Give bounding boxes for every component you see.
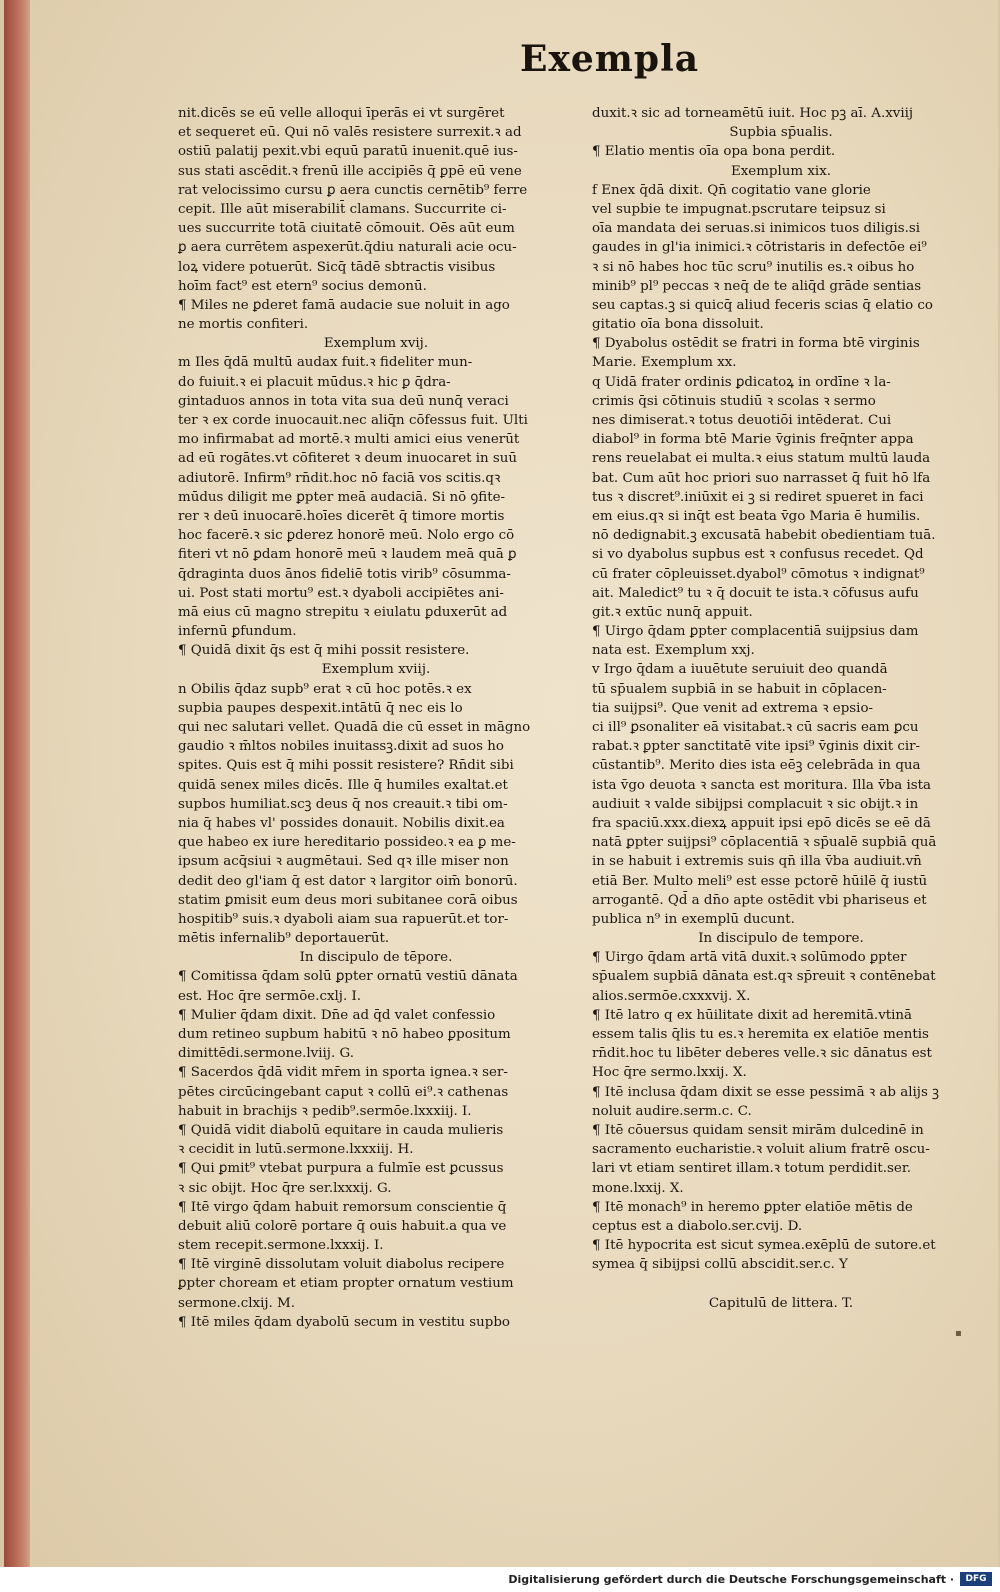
text-line: nia q̄ habes vl' possides donauit. Nobilis dixit.ea: [178, 815, 505, 831]
text-line: ¶ Mulier q̄dam dixit. Dn̄e ad q̄d valet confessio: [178, 1007, 496, 1023]
text-line: Marie. Exemplum xx.: [592, 355, 737, 371]
text-line: rens reuelabat ei multa.ꝛ eius statum multū lauda: [592, 451, 931, 467]
text-line: cūstantib⁹. Merito dies ista eēꝫ celebrāda in qua: [592, 758, 921, 774]
text-line: natā ꝑpter suijpsi⁹ cōplacentiā ꝛ sp̄ualē supbiā quā: [592, 835, 937, 851]
text-line: ues succurrite totā ciuitatē cōmouit. Oēs aūt eum: [178, 221, 515, 237]
text-line: In discipulo de tempore.: [698, 931, 864, 947]
text-line: Exemplum xviij.: [321, 662, 431, 678]
text-line: ter ꝛ ex corde inuocauit.nec aliq̄n cōfessus fuit. Ulti: [178, 413, 528, 428]
text-line: ¶ Sacerdos q̄dā vidit mr̄em in sporta ignea.ꝛ ser-: [178, 1065, 508, 1081]
text-line: rn̄dit.hoc tu libēter deberes velle.ꝛ sic dānatus est: [592, 1046, 932, 1062]
text-line: ꝑpter choream et etiam propter ornatum vestium: [178, 1276, 514, 1292]
text-line: gaudes in gl'ia inimici.ꝛ cōtristaris in defectōe ei⁹: [592, 240, 927, 256]
text-line: ¶ Uirgo q̄dam ꝑpter complacentiā suijpsius dam: [592, 624, 919, 640]
text-line: lari vt etiam sentiret illam.ꝛ totum perdidit.ser.: [592, 1161, 911, 1177]
text-line: rer ꝛ deū inuocarē.hoīes dicerēt q̄ timore mortis: [178, 508, 505, 524]
text-line: ꝛ cecidit in lutū.sermone.lxxxiij. H.: [178, 1142, 414, 1158]
text-line: [592, 1274, 970, 1293]
text-line: si vo dyabolus supbus est ꝛ confusus recedet. Qd: [592, 547, 924, 563]
text-line: bat. Cum aūt hoc priori suo narrasset q̄ fuit hō lfa: [592, 470, 931, 486]
text-line: noluit audire.serm.c. C.: [592, 1103, 752, 1119]
text-line: diabol⁹ in forma btē Marie v̄ginis freq̄nter appa: [592, 432, 914, 448]
text-line: ¶ Uirgo q̄dam artā vitā duxit.ꝛ solūmodo ꝑpter: [592, 950, 907, 966]
text-line: ostiū palatij pexit.vbi equū paratū inuenit.quē ius-: [178, 144, 518, 160]
text-line: symea q̄ sibijpsi collū abscidit.ser.c. Y: [592, 1257, 848, 1273]
text-line: tus ꝛ discret⁹.iniūxit ei ꝫ si rediret spueret in faci: [592, 489, 924, 505]
left-text-column: [178, 104, 574, 1332]
text-line: mētis infernalib⁹ deportauerūt.: [178, 931, 390, 947]
text-line: rat velocissimo cursu ꝑ aera cunctis cernētib⁹ ferre: [178, 182, 528, 198]
text-line: do fuiuit.ꝛ ei placuit mūdus.ꝛ hic ꝑ q̄dra-: [178, 374, 451, 390]
text-line: ¶ Comitissa q̄dam solū ꝑpter ornatū vestiū dānata: [178, 969, 518, 985]
text-line: nit.dicēs se eū velle alloqui īperās ei vt surgēret: [178, 106, 505, 121]
text-line: ¶ Quidā vidit diabolū equitare in cauda mulieris: [178, 1122, 504, 1138]
text-line: ait. Maledict⁹ tu ꝛ q̄ docuit te ista.ꝛ cōfusus aufu: [592, 585, 919, 601]
text-line: mūdus diligit me ꝑpter meā audaciā. Si nō ꝯfite-: [178, 489, 506, 505]
text-line: sus stati ascēdit.ꝛ frenū ille accipiēs q̄ ꝑpē eū vene: [178, 163, 522, 179]
text-line: que habeo ex iure hereditario possideo.ꝛ ea ꝑ me-: [178, 835, 516, 851]
text-line: adiutorē. Infirm⁹ rn̄dit.hoc nō faciā vos scitis.qꝛ: [178, 470, 501, 486]
text-line: statim ꝑmisit eum deus mori subitanee corā oibus: [178, 892, 518, 908]
text-line: hoc facerē.ꝛ sic ꝑderez honorē meū. Nolo ergo cō: [178, 528, 515, 544]
text-line: Supbia sp̄ualis.: [729, 125, 833, 141]
text-line: mone.lxxij. X.: [592, 1180, 684, 1196]
text-line: ꝛ sic obijt. Hoc q̄re ser.lxxxij. G.: [178, 1180, 392, 1196]
text-line: q̄draginta duos ānos fideliē totis virib⁹ cōsumma-: [178, 566, 511, 582]
text-line: est. Hoc q̄re sermōe.cxlj. I.: [178, 988, 362, 1004]
text-line: habuit in brachijs ꝛ pedib⁹.sermōe.lxxxiij. I.: [178, 1103, 472, 1119]
text-line: minib⁹ pl⁹ peccas ꝛ neq̄ de te aliq̄d grāde sentias: [592, 278, 922, 294]
text-line: n Obilis q̄daz supb⁹ erat ꝛ cū hoc potēs.ꝛ ex: [178, 681, 472, 697]
text-line: quidā senex miles dicēs. Ille q̄ humiles exaltat.et: [178, 777, 508, 793]
text-line: et sequeret eū. Qui nō valēs resistere surrexit.ꝛ ad: [178, 125, 522, 141]
text-line: cepit. Ille aūt miserabilit̄ clamans. Succurrite ci-: [178, 201, 507, 217]
text-line: etiā Ber. Multo meli⁹ est esse pctorē hūilē q̄ iustū: [592, 873, 928, 889]
text-line: fra spaciū.xxx.diexꝝ appuit ipsi epō dicēs se eē dā: [592, 815, 931, 831]
text-line: sp̄ualem supbiā dānata est.qꝛ sp̄reuit ꝛ contēnebat: [592, 969, 936, 985]
text-line: audiuit ꝛ valde sibijpsi complacuit ꝛ sic obijt.ꝛ in: [592, 796, 919, 812]
text-line: ¶ Quidā dixit q̄s est q̄ mihi possit resistere.: [178, 643, 470, 659]
text-line: em eius.qꝛ si inq̄t est beata v̄go Maria ē humilis.: [592, 508, 921, 524]
footer-bar: [0, 1567, 1000, 1592]
text-line: gitatio oīa bona dissoluit.: [592, 317, 764, 333]
text-line: loꝝ videre potuerūt. Sicq̄ tādē sbtractis visibus: [178, 259, 496, 275]
text-line: arrogantē. Qd̄ a dn̄o apte ostēdit vbi phariseus et: [592, 892, 927, 908]
text-line: Capitulū de littera. T.: [708, 1295, 854, 1311]
text-line: ci ill⁹ ꝑsonaliter eā visitabat.ꝛ cū sacris eam ꝑcu: [592, 720, 919, 735]
text-line: ista v̄go deuota ꝛ sancta est moritura. Illa v̄ba ista: [592, 777, 932, 793]
text-line: infernū ꝑfundum.: [178, 624, 297, 640]
text-line: ne mortis confiteri.: [178, 317, 309, 333]
text-line: tū sp̄ualem supbiā in se habuit in cōplacen-: [592, 681, 887, 697]
text-line: ¶ Itē virginē dissolutam voluit diabolus recipere: [178, 1257, 505, 1273]
text-line: stem recepit.sermone.lxxxij. I.: [178, 1238, 384, 1254]
text-line: ¶ Elatio mentis oīa opa bona perdit.: [592, 144, 836, 160]
text-line: spites. Quis est q̄ mihi possit resistere? Rn̄dit sibi: [178, 758, 514, 774]
text-line: Exemplum xvij.: [323, 336, 429, 352]
text-line: ui. Post stati mortu⁹ est.ꝛ dyaboli accipiētes ani-: [178, 585, 504, 601]
text-line: ¶ Itē miles q̄dam dyabolū secum in vestitu supbo: [178, 1314, 510, 1330]
text-line: f Enex q̄dā dixit. Qn̄ cogitatio vane glorie: [592, 182, 871, 198]
text-line: publica n⁹ in exemplū ducunt.: [592, 911, 795, 927]
text-line: cū frater cōpleuisset.dyabol⁹ cōmotus ꝛ indignat⁹: [592, 566, 925, 582]
text-line: seu captas.ꝫ si quicq̄ aliud feceris scias q̄ elatio co: [592, 297, 933, 313]
text-line: duxit.ꝛ sic ad torneamētū iuit. Hoc pꝫ aī. A.xviij: [592, 106, 914, 121]
right-text-column: [592, 104, 970, 1313]
text-line: ¶ Dyabolus ostēdit se fratri in forma btē virginis: [592, 336, 920, 352]
text-line: ¶ Itē latro q ex hūilitate dixit ad heremitā.vtinā: [592, 1007, 913, 1023]
text-line: ceptus est a diabolo.ser.cvij. D.: [592, 1218, 803, 1234]
text-line: ¶ Miles ne ꝑderet famā audacie sue noluit in ago: [178, 297, 510, 313]
text-line: oīa mandata dei seruas.si inimicos tuos diligis.si: [592, 221, 921, 237]
text-line: v Irgo q̄dam a iuuētute seruiuit deo quandā: [592, 662, 888, 678]
text-line: mo infirmabat ad mortē.ꝛ multi amici eius venerūt: [178, 432, 520, 448]
text-line: hospitib⁹ suis.ꝛ dyaboli aiam sua rapuerūt.et tor-: [178, 911, 509, 927]
dfg-logo: DFG: [960, 1572, 992, 1586]
text-line: ipsum acq̄siui ꝛ augmētaui. Sed qꝛ ille miser non: [178, 854, 509, 870]
text-line: qui nec salutari vellet. Quadā die cū esset in māgno: [178, 720, 531, 735]
text-line: supbos humiliat.scꝫ deus q̄ nos creauit.ꝛ tibi om-: [178, 796, 508, 812]
text-line: debuit aliū colorē portare q̄ ouis habuit.a qua ve: [178, 1218, 507, 1234]
text-line: dum retineo supbum habitū ꝛ nō habeo ꝑpositum: [178, 1027, 511, 1042]
footer-credit: Digitalisierung gefördert durch die Deutsche Forschungsgemeinschaft ·: [508, 1573, 954, 1586]
text-line: in se habuit i extremis suis qn̄ illa v̄ba audiuit.vn̄: [592, 854, 922, 870]
running-head: Exempla: [520, 38, 700, 80]
text-line: rabat.ꝛ ꝑpter sanctitatē vite ipsi⁹ v̄ginis dixit cir-: [592, 739, 921, 755]
text-line: Hoc q̄re sermo.lxxij. X.: [592, 1065, 747, 1081]
text-line: dimittēdi.sermone.lviij. G.: [178, 1046, 354, 1062]
text-line: tia suijpsi⁹. Que venit ad extrema ꝛ epsio-: [592, 700, 874, 716]
text-line: nō dedignabit.ꝫ excusatā habebit obedientiam tuā.: [592, 528, 936, 544]
text-line: supbia paupes despexit.intātū q̄ nec eis lo: [178, 700, 463, 716]
text-line: Exemplum xix.: [730, 163, 832, 179]
text-line: ad eū rogātes.vt cōfiteret ꝛ deum inuocaret in suū: [178, 451, 518, 467]
text-line: pētes circūcingebant caput ꝛ collū ei⁹.ꝛ cathenas: [178, 1084, 509, 1100]
text-line: In discipulo de tēpore.: [299, 950, 453, 966]
text-line: ¶ Qui ꝑmit⁹ vtebat purpura a fulmīe est ꝑcussus: [178, 1161, 504, 1177]
text-line: q Uidā frater ordinis ꝑdicatoꝝ in ordīne ꝛ la-: [592, 374, 891, 390]
text-line: nes dimiserat.ꝛ totus deuotiōi intēderat. Cui: [592, 413, 892, 428]
text-line: dedit deo gl'iam q̄ est dator ꝛ largitor oim̄ bonorū.: [178, 873, 518, 889]
text-line: hoīm fact⁹ est etern⁹ socius demonū.: [178, 278, 427, 294]
text-line: ꝑ aera currētem aspexerūt.q̄diu naturali acie ocu-: [178, 240, 517, 256]
text-line: git.ꝛ extūc nunq̄ appuit.: [592, 604, 753, 620]
text-line: ¶ Itē hypocrita est sicut symea.exēplū de sutore.et: [592, 1238, 936, 1254]
text-line: ¶ Itē inclusa q̄dam dixit se esse pessimā ꝛ ab alijs ꝫ: [592, 1084, 939, 1100]
text-line: ꝛ si nō habes hoc tūc scru⁹ inutilis es.ꝛ oibus ho: [592, 259, 915, 275]
text-line: ¶ Itē monach⁹ in heremo ꝑpter elatiōe mētis de: [592, 1199, 913, 1215]
text-line: fiteri vt nō ꝑdam honorē meū ꝛ laudem meā quā ꝑ: [178, 547, 517, 563]
text-line: sermone.clxij. M.: [178, 1295, 296, 1311]
text-line: sacramento eucharistie.ꝛ voluit alium fratrē oscu-: [592, 1142, 930, 1158]
text-line: m Iles q̄dā multū audax fuit.ꝛ fideliter mun-: [178, 355, 473, 371]
text-line: nata est. Exemplum xxj.: [592, 643, 755, 659]
text-line: ¶ Itē cōuersus quidam sensit mirām dulcedinē in: [592, 1122, 924, 1138]
text-line: essem talis q̄lis tu es.ꝛ heremita ex elatiōe mentis: [592, 1027, 929, 1042]
text-line: ¶ Itē virgo q̄dam habuit remorsum conscientie q̄: [178, 1199, 507, 1215]
text-line: alios.sermōe.cxxxvij. X.: [592, 988, 751, 1004]
text-line: gintaduos annos in tota vita sua deū nunq̄ veraci: [178, 393, 509, 409]
corner-mark: ▪: [955, 1328, 962, 1339]
text-line: gaudio ꝛ m̄ltos nobiles inuitassꝫ.dixit ad suos ho: [178, 739, 504, 755]
text-line: mā eius cū magno strepitu ꝛ eiulatu ꝑduxerūt ad: [178, 604, 508, 620]
text-line: vel supbie te impugnat.pscrutare teipsuz si: [592, 201, 886, 217]
text-line: crimis q̄si cōtinuis studiū ꝛ scolas ꝛ sermo: [592, 393, 876, 409]
